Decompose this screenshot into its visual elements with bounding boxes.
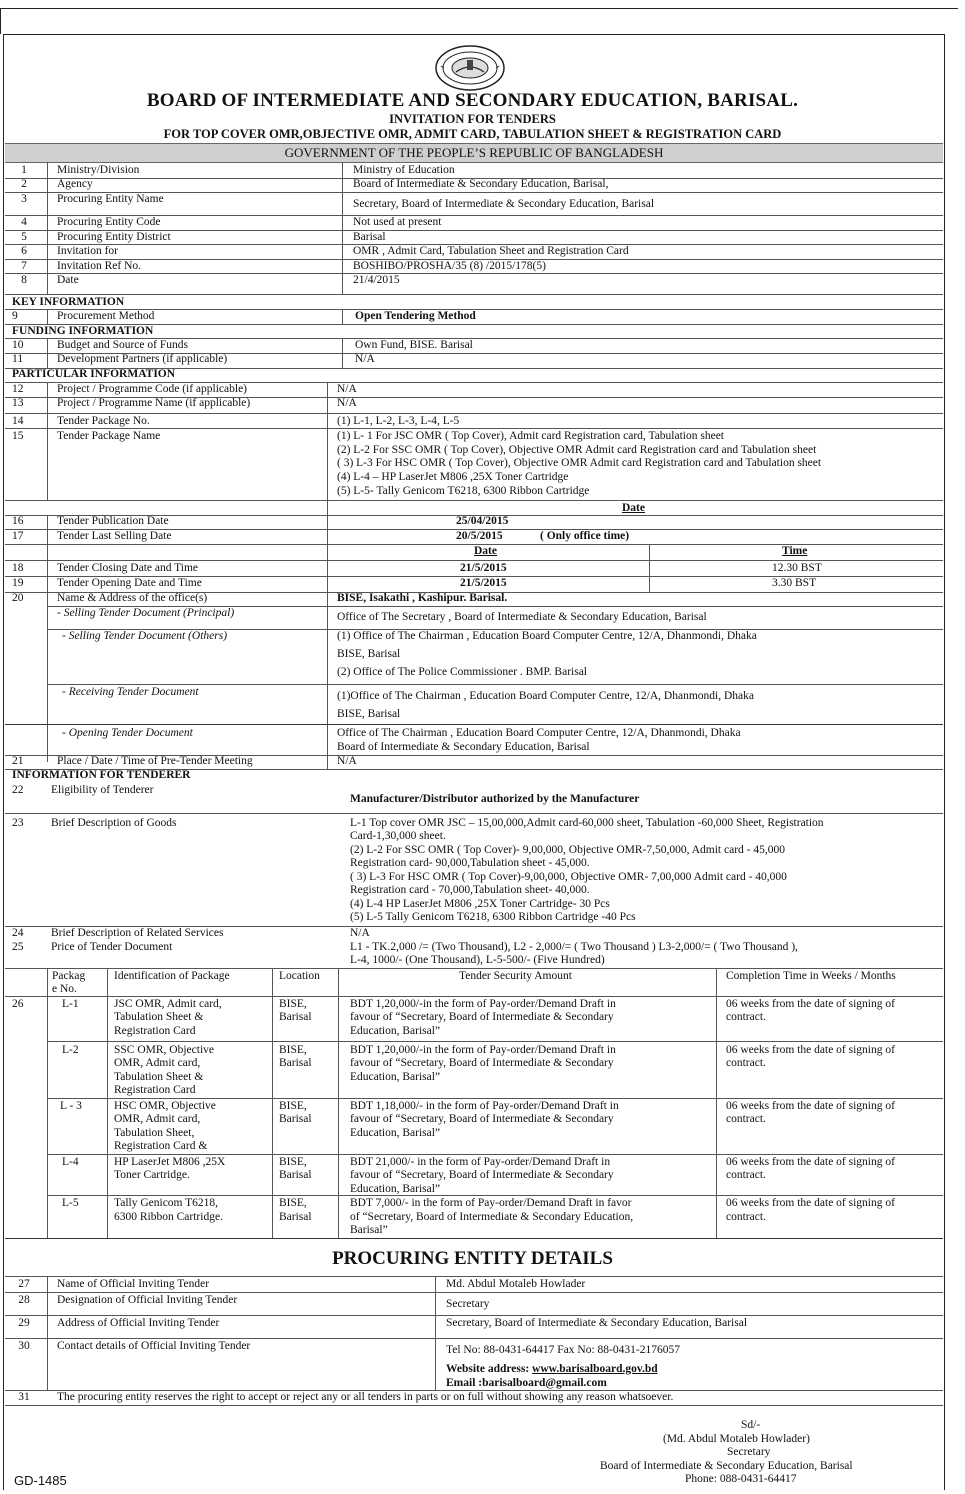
dev-partners-label: Development Partners (if applicable) bbox=[57, 353, 228, 365]
entity-code-value: Not used at present bbox=[353, 216, 442, 228]
selling-principal-label: - Selling Tender Document (Principal) bbox=[57, 607, 235, 619]
row-number: 9 bbox=[12, 310, 18, 322]
goods-desc-line: (4) L-4 HP LaserJet M806 ,25X Toner Cartridge- 30 Pcs bbox=[350, 898, 610, 910]
website-line bbox=[446, 1363, 658, 1375]
package-location-line: Barisal bbox=[279, 1211, 312, 1223]
row-number: 5 bbox=[21, 231, 27, 243]
package-location-line: Barisal bbox=[279, 1169, 312, 1181]
package-name-label: Tender Package Name bbox=[57, 430, 161, 442]
goods-desc-line: Card-1,30,000 sheet. bbox=[350, 830, 446, 842]
row-number: 6 bbox=[21, 245, 27, 257]
package-name-line: (4) L-4 – HP LaserJet M806 ,25X Toner Cartridge bbox=[337, 471, 569, 483]
key-info-heading: KEY INFORMATION bbox=[12, 296, 125, 308]
package-ident-line: HSC OMR, Objective bbox=[114, 1100, 216, 1112]
goods-desc-line: ( 3) L-3 For HSC OMR ( Top Cover)-9,00,000, Objective OMR- 7,00,000 Admit card - 40,000 bbox=[350, 871, 787, 883]
services-value: N/A bbox=[350, 927, 370, 939]
package-ident-line: Tabulation Sheet, bbox=[114, 1127, 195, 1139]
package-location-line: Barisal bbox=[279, 1011, 312, 1023]
procurement-method-value: Open Tendering Method bbox=[355, 310, 476, 322]
package-completion-line: contract. bbox=[726, 1169, 766, 1181]
entity-district-label: Procuring Entity District bbox=[57, 231, 171, 243]
package-ident-line: OMR, Admit card, bbox=[114, 1057, 201, 1069]
designation-value: Secretary bbox=[446, 1298, 490, 1310]
package-security-line: favour of “Secretary, Board of Intermediate & Secondary bbox=[350, 1011, 614, 1023]
official-name-value: Md. Abdul Motaleb Howlader bbox=[446, 1278, 586, 1290]
package-ident-line: Registration Card & bbox=[114, 1140, 208, 1152]
row-number: 24 bbox=[12, 927, 24, 939]
package-location-line: Barisal bbox=[279, 1113, 312, 1125]
procurement-method-label: Procurement Method bbox=[57, 310, 155, 322]
package-security-line: Education, Barisal” bbox=[350, 1183, 441, 1195]
goods-desc-line: L-1 Top cover OMR JSC – 15,00,000,Admit card-60,000 sheet, Tabulation -60,000 Sheet, Registration bbox=[350, 817, 824, 829]
package-security-line: favour of “Secretary, Board of Intermediate & Secondary bbox=[350, 1057, 614, 1069]
package-location-line: BISE, bbox=[279, 1156, 307, 1168]
procuring-entity-heading: PROCURING ENTITY DETAILS bbox=[332, 1248, 613, 1269]
time-col-heading: Time bbox=[782, 545, 808, 557]
office-address-label: Name & Address of the office(s) bbox=[57, 592, 208, 604]
package-ident-line: Tabulation Sheet & bbox=[114, 1011, 204, 1023]
package-completion-line: contract. bbox=[726, 1011, 766, 1023]
package-location-line: BISE, bbox=[279, 1044, 307, 1056]
closing-time-value: 12.30 BST bbox=[772, 562, 822, 574]
government-band: GOVERNMENT OF THE PEOPLE’S REPUBLIC OF BANGLADESH bbox=[5, 143, 943, 163]
package-security-line: Education, Barisal” bbox=[350, 1127, 441, 1139]
selling-others-line: (1) Office of The Chairman , Education Board Computer Centre, 12/A, Dhanmondi, Dhaka bbox=[337, 630, 757, 642]
row-number: 25 bbox=[12, 941, 24, 953]
row-number: 28 bbox=[18, 1294, 30, 1306]
row-number: 8 bbox=[21, 274, 27, 286]
selling-principal-value: Office of The Secretary , Board of Intermediate & Secondary Education, Barisal bbox=[337, 611, 707, 623]
package-completion-line: contract. bbox=[726, 1113, 766, 1125]
gd-code: GD-1485 bbox=[14, 1473, 67, 1488]
entity-code-label: Procuring Entity Code bbox=[57, 216, 161, 228]
package-no: L-4 bbox=[62, 1156, 79, 1168]
package-ident-line: SSC OMR, Objective bbox=[114, 1044, 214, 1056]
goods-desc-label: Brief Description of Goods bbox=[51, 817, 177, 829]
publication-date-value: 25/04/2015 bbox=[456, 515, 509, 527]
opening-doc-line: Board of Intermediate & Secondary Education, Barisal bbox=[337, 741, 590, 753]
col-package-no: Packag bbox=[52, 970, 86, 982]
opening-time-value: 3.30 BST bbox=[772, 577, 817, 589]
row-number: 16 bbox=[12, 515, 24, 527]
package-ident-line: Registration Card bbox=[114, 1084, 196, 1096]
row-number: 18 bbox=[12, 562, 24, 574]
project-name-value: N/A bbox=[337, 397, 357, 409]
package-completion-line: 06 weeks from the date of signing of bbox=[726, 998, 895, 1010]
package-security-line: BDT 1,20,000/-in the form of Pay-order/Demand Draft in bbox=[350, 1044, 616, 1056]
funding-heading: FUNDING INFORMATION bbox=[12, 325, 154, 337]
signature-sd: Sd/- bbox=[741, 1419, 761, 1431]
row-number: 26 bbox=[12, 998, 24, 1010]
eligibility-label: Eligibility of Tenderer bbox=[51, 784, 154, 796]
row-number: 13 bbox=[12, 397, 24, 409]
col-completion: Completion Time in Weeks / Months bbox=[726, 970, 896, 982]
package-ident-line: Registration Card bbox=[114, 1025, 196, 1037]
row-number: 19 bbox=[12, 577, 24, 589]
date-column-heading: Date bbox=[622, 502, 645, 514]
receiving-line: BISE, Barisal bbox=[337, 708, 401, 720]
opening-date-label: Tender Opening Date and Time bbox=[57, 577, 202, 589]
package-location-line: BISE, bbox=[279, 1100, 307, 1112]
contact-label: Contact details of Official Inviting Tender bbox=[57, 1340, 251, 1352]
package-security-line: BDT 1,18,000/- in the form of Pay-order/Demand Draft in bbox=[350, 1100, 619, 1112]
package-completion-line: 06 weeks from the date of signing of bbox=[726, 1100, 895, 1112]
signatory-org: Board of Intermediate & Secondary Education, Barisal bbox=[600, 1460, 853, 1472]
row-number: 29 bbox=[18, 1317, 30, 1329]
top-border bbox=[0, 0, 965, 34]
package-security-line: of “Secretary, Board of Intermediate & Secondary Education, bbox=[350, 1211, 634, 1223]
address-value: Secretary, Board of Intermediate & Secondary Education, Barisal bbox=[446, 1317, 748, 1329]
col-security: Tender Security Amount bbox=[459, 970, 572, 982]
package-ident-line: 6300 Ribbon Cartridge. bbox=[114, 1211, 223, 1223]
price-line: L1 - TK.2,000 /= (Two Thousand), L2 - 2,000/= ( Two Thousand ) L3-2,000/= ( Two Thousand ), bbox=[350, 941, 798, 953]
office-address-value: BISE, Isakathi , Kashipur. Barisal. bbox=[337, 592, 508, 604]
dev-partners-value: N/A bbox=[355, 353, 375, 365]
ref-no-value: BOSHIBO/PROSHA/35 (8) /2015/178(5) bbox=[353, 260, 546, 272]
row-number: 12 bbox=[12, 383, 24, 395]
row-number: 3 bbox=[21, 193, 27, 205]
last-selling-date-label: Tender Last Selling Date bbox=[57, 530, 172, 542]
eligibility-value: Manufacturer/Distributor authorized by the Manufacturer bbox=[350, 793, 640, 805]
package-completion-line: 06 weeks from the date of signing of bbox=[726, 1044, 895, 1056]
ref-no-label: Invitation Ref No. bbox=[57, 260, 141, 272]
invitation-title: INVITATION FOR TENDERS bbox=[389, 112, 556, 126]
price-label: Price of Tender Document bbox=[51, 941, 173, 953]
package-ident-line: Toner Cartridge. bbox=[114, 1169, 190, 1181]
row-number: 20 bbox=[12, 592, 24, 604]
official-name-label: Name of Official Inviting Tender bbox=[57, 1278, 210, 1290]
row-number: 17 bbox=[12, 530, 24, 542]
date-col-heading: Date bbox=[474, 545, 497, 557]
col-package-no-cont: e No. bbox=[52, 983, 77, 995]
office-time-note: ( Only office time) bbox=[540, 530, 630, 542]
invitation-for-value: OMR , Admit Card, Tabulation Sheet and Registration Card bbox=[353, 245, 629, 257]
package-ident-line: OMR, Admit card, bbox=[114, 1113, 201, 1125]
row-number: 21 bbox=[12, 755, 24, 767]
last-selling-date-value: 20/5/2015 bbox=[456, 530, 503, 542]
address-label: Address of Official Inviting Tender bbox=[57, 1317, 220, 1329]
row-number: 14 bbox=[12, 415, 24, 427]
package-completion-line: 06 weeks from the date of signing of bbox=[726, 1197, 895, 1209]
opening-date-value: 21/5/2015 bbox=[460, 577, 507, 589]
goods-desc-line: Registration card- 90,000,Tabulation sheet - 45,000. bbox=[350, 857, 590, 869]
board-seal-logo bbox=[434, 44, 506, 92]
goods-desc-line: Registration card - 70,000,Tabulation sheet- 40,000. bbox=[350, 884, 590, 896]
row-number: 27 bbox=[18, 1278, 30, 1290]
row-number: 4 bbox=[21, 216, 27, 228]
package-security-line: Education, Barisal” bbox=[350, 1025, 441, 1037]
package-no: L-1 bbox=[62, 998, 79, 1010]
email-line: Email :barisalboard@gmail.com bbox=[446, 1377, 607, 1389]
selling-others-line: (2) Office of The Police Commissioner . BMP. Barisal bbox=[337, 666, 587, 678]
package-security-line: favour of “Secretary, Board of Intermediate & Secondary bbox=[350, 1113, 614, 1125]
package-name-line: (5) L-5- Tally Genicom T6218, 6300 Ribbon Cartridge bbox=[337, 485, 590, 497]
row-number: 23 bbox=[12, 817, 24, 829]
row-number: 11 bbox=[12, 353, 24, 365]
closing-date-label: Tender Closing Date and Time bbox=[57, 562, 199, 574]
agency-label: Agency bbox=[57, 178, 93, 190]
entity-name-label: Procuring Entity Name bbox=[57, 193, 164, 205]
ministry-label: Ministry/Division bbox=[57, 164, 140, 176]
package-ident-line: JSC OMR, Admit card, bbox=[114, 998, 222, 1010]
package-no-label: Tender Package No. bbox=[57, 415, 150, 427]
package-location-line: BISE, bbox=[279, 998, 307, 1010]
package-security-line: Education, Barisal” bbox=[350, 1071, 441, 1083]
date-value: 21/4/2015 bbox=[353, 274, 400, 286]
ministry-value: Ministry of Education bbox=[353, 164, 455, 176]
package-security-line: BDT 7,000/- in the form of Pay-order/Demand Draft in favor bbox=[350, 1197, 632, 1209]
package-name-line: ( 3) L-3 For HSC OMR ( Top Cover), Objective OMR Admit card Registration card and Tabulation sheet bbox=[337, 457, 822, 469]
package-no-value: (1) L-1, L-2, L-3, L-4, L-5 bbox=[337, 415, 460, 427]
opening-doc-label: - Opening Tender Document bbox=[62, 727, 193, 739]
entity-name-value: Secretary, Board of Intermediate & Secondary Education, Barisal bbox=[353, 198, 655, 210]
date-label: Date bbox=[57, 274, 79, 286]
row-number: 1 bbox=[21, 164, 27, 176]
package-no: L - 3 bbox=[60, 1100, 82, 1112]
row-number: 31 bbox=[18, 1391, 30, 1403]
publication-date-label: Tender Publication Date bbox=[57, 515, 169, 527]
row-number: 10 bbox=[12, 339, 24, 351]
goods-desc-line: (2) L-2 For SSC OMR ( Top Cover)- 9,00,000, Objective OMR-7,50,000, Admit card - 45,000 bbox=[350, 844, 785, 856]
package-location-line: Barisal bbox=[279, 1057, 312, 1069]
package-ident-line: Tabulation Sheet & bbox=[114, 1071, 204, 1083]
contact-tel: Tel No: 88-0431-64417 Fax No: 88-0431-2176057 bbox=[446, 1344, 680, 1356]
project-code-label: Project / Programme Code (if applicable) bbox=[57, 383, 248, 395]
package-security-line: Barisal” bbox=[350, 1224, 388, 1236]
signatory-name: (Md. Abdul Motaleb Howlader) bbox=[663, 1433, 810, 1445]
row-number: 15 bbox=[12, 430, 24, 442]
package-completion-line: contract. bbox=[726, 1057, 766, 1069]
tenderer-heading: INFORMATION FOR TENDERER bbox=[12, 769, 191, 781]
opening-doc-line: Office of The Chairman , Education Board Computer Centre, 12/A, Dhanmondi, Dhaka bbox=[337, 727, 741, 739]
services-label: Brief Description of Related Services bbox=[51, 927, 224, 939]
goods-desc-line: (5) L-5 Tally Genicom T6218, 6300 Ribbon Cartridge -40 Pcs bbox=[350, 911, 636, 923]
signatory-phone: Phone: 088-0431-64417 bbox=[685, 1473, 797, 1485]
package-ident-line: HP LaserJet M806 ,25X bbox=[114, 1156, 226, 1168]
package-completion-line: contract. bbox=[726, 1211, 766, 1223]
project-code-value: N/A bbox=[337, 383, 357, 395]
package-ident-line: Tally Genicom T6218, bbox=[114, 1197, 219, 1209]
package-name-line: (2) L-2 For SSC OMR ( Top Cover), Objective OMR Admit card Registration card and Tabulation sheet bbox=[337, 444, 817, 456]
row-number: 22 bbox=[12, 784, 24, 796]
package-security-line: BDT 1,20,000/-in the form of Pay-order/Demand Draft in bbox=[350, 998, 616, 1010]
board-title: BOARD OF INTERMEDIATE AND SECONDARY EDUCATION, BARISAL. bbox=[146, 90, 799, 111]
row-number: 2 bbox=[21, 178, 27, 190]
closing-date-value: 21/5/2015 bbox=[460, 562, 507, 574]
package-completion-line: 06 weeks from the date of signing of bbox=[726, 1156, 895, 1168]
package-security-line: favour of “Secretary, Board of Intermediate & Secondary bbox=[350, 1169, 614, 1181]
col-identification: Identification of Package bbox=[114, 970, 230, 982]
budget-value: Own Fund, BISE. Barisal bbox=[355, 339, 473, 351]
tender-subject: FOR TOP COVER OMR,OBJECTIVE OMR, ADMIT CARD, TABULATION SHEET & REGISTRATION CARD bbox=[163, 127, 782, 141]
package-location-line: BISE, bbox=[279, 1197, 307, 1209]
package-security-line: BDT 21,000/- in the form of Pay-order/Demand Draft in bbox=[350, 1156, 611, 1168]
row-number: 30 bbox=[18, 1340, 30, 1352]
reservation-clause: The procuring entity reserves the right to accept or reject any or all tenders in parts or on full without showing any reason whatsoever. bbox=[57, 1391, 674, 1403]
project-name-label: Project / Programme Name (if applicable) bbox=[57, 397, 251, 409]
signatory-designation: Secretary bbox=[727, 1446, 771, 1458]
package-no: L-5 bbox=[62, 1197, 79, 1209]
package-name-line: (1) L- 1 For JSC OMR ( Top Cover), Admit card Registration card, Tabulation sheet bbox=[337, 430, 724, 442]
agency-value: Board of Intermediate & Secondary Education, Barisal, bbox=[353, 178, 609, 190]
entity-district-value: Barisal bbox=[353, 231, 386, 243]
website-link[interactable]: www.barisalboard.gov.bd bbox=[532, 1363, 658, 1375]
budget-label: Budget and Source of Funds bbox=[57, 339, 188, 351]
designation-label: Designation of Official Inviting Tender bbox=[57, 1294, 238, 1306]
selling-others-label: - Selling Tender Document (Others) bbox=[62, 630, 228, 642]
pre-tender-label: Place / Date / Time of Pre-Tender Meeting bbox=[57, 755, 253, 767]
selling-others-line: BISE, Barisal bbox=[337, 648, 401, 660]
receiving-label: - Receiving Tender Document bbox=[62, 686, 199, 698]
website-label: Website address: bbox=[446, 1363, 533, 1375]
particular-heading: PARTICULAR INFORMATION bbox=[12, 368, 176, 380]
price-line: L-4, 1000/- (One Thousand), L-5-500/- (Five Hundred) bbox=[350, 954, 605, 966]
pre-tender-value: N/A bbox=[337, 755, 357, 767]
col-location: Location bbox=[279, 970, 320, 982]
package-no: L-2 bbox=[62, 1044, 79, 1056]
invitation-for-label: Invitation for bbox=[57, 245, 118, 257]
row-number: 7 bbox=[21, 260, 27, 272]
receiving-line: (1)Office of The Chairman , Education Board Computer Centre, 12/A, Dhanmondi, Dhaka bbox=[337, 690, 754, 702]
